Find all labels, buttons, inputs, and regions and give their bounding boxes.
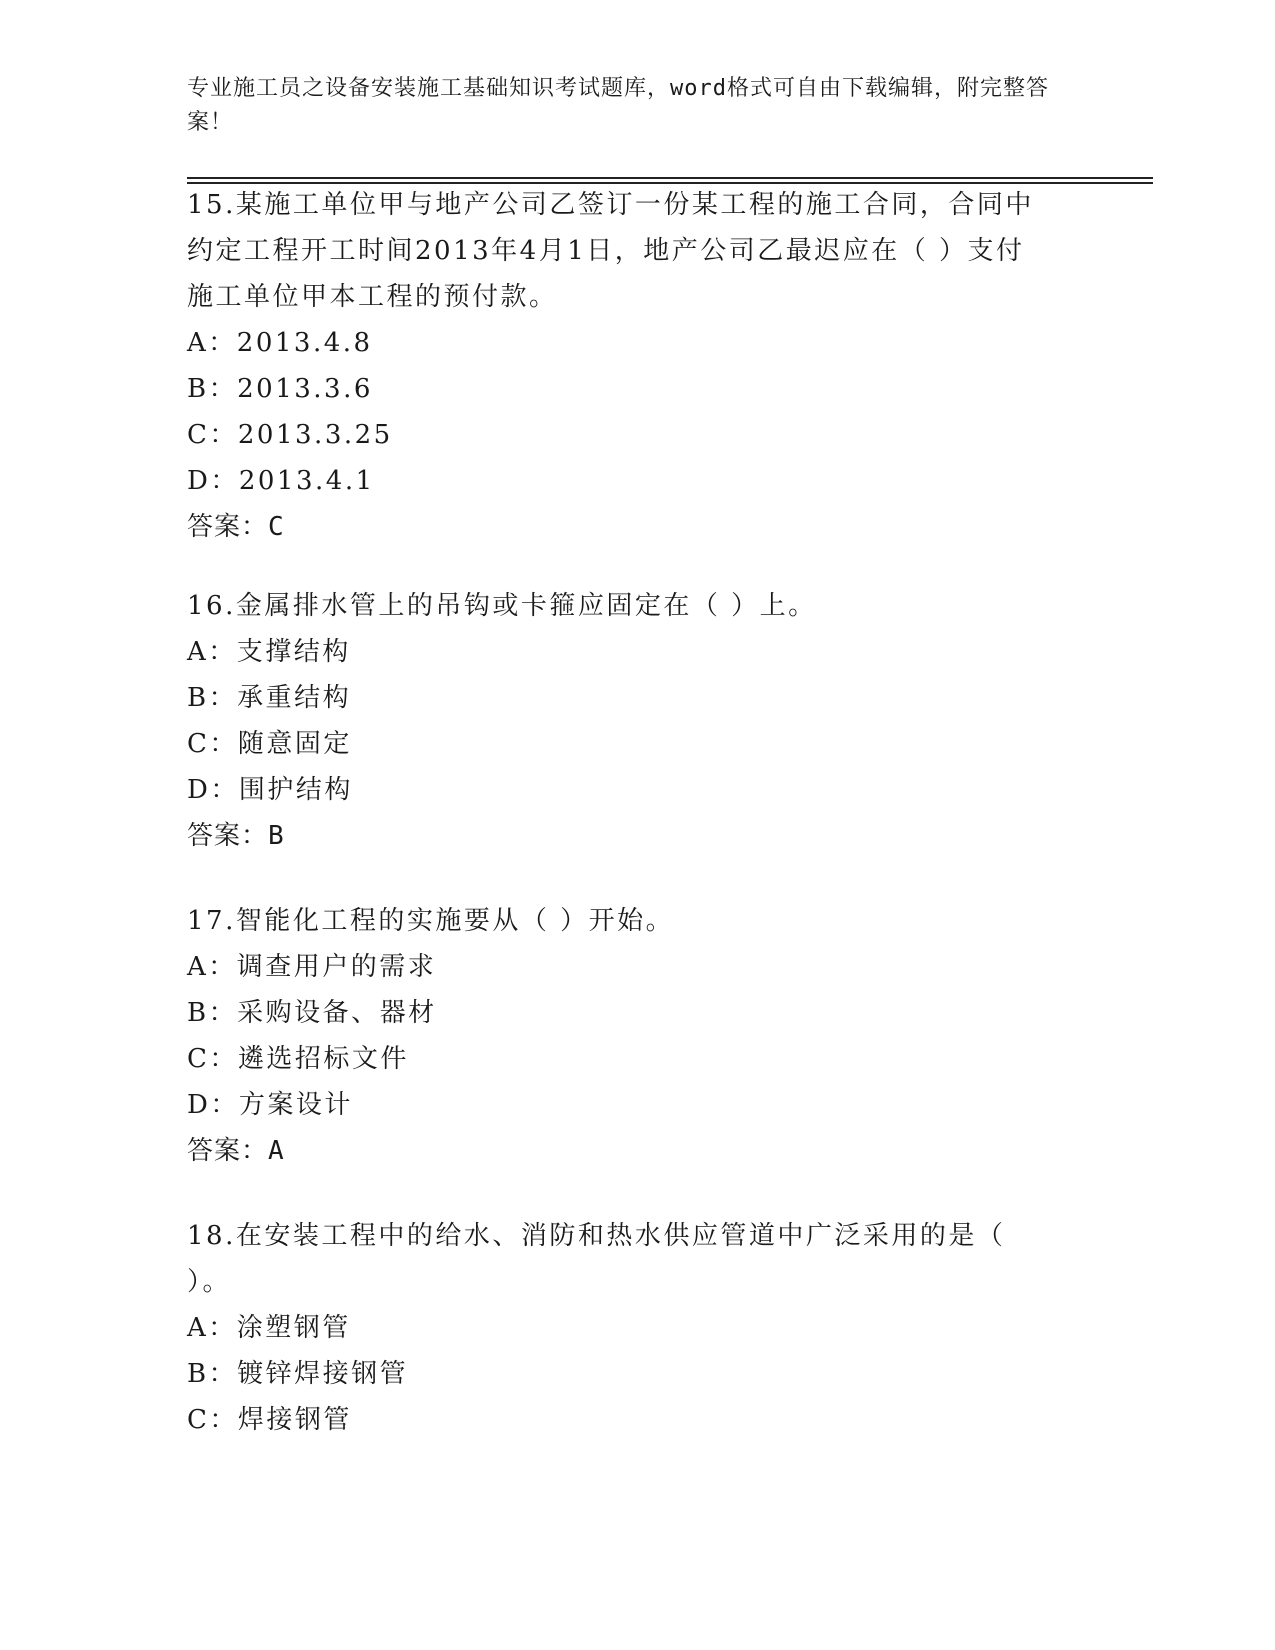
option-c: C：2013.3.25 xyxy=(187,420,393,450)
header-divider-top xyxy=(187,177,1153,179)
option-d: D：围护结构 xyxy=(187,775,353,805)
question-stem: 16.金属排水管上的吊钩或卡箍应固定在（ ）上。 xyxy=(187,591,817,621)
option-a: A：涂塑钢管 xyxy=(187,1313,351,1343)
question-stem: 15.某施工单位甲与地产公司乙签订一份某工程的施工合同，合同中约定工程开工时间2013年4月1日，地产公司乙最迟应在（ ）支付施工单位甲本工程的预付款。 xyxy=(187,190,1034,312)
question-17 xyxy=(187,898,1087,1174)
question-16 xyxy=(187,583,1087,859)
document-header: 专业施工员之设备安装施工基础知识考试题库，word格式可自由下载编辑，附完整答案！ xyxy=(187,76,1049,135)
question-15 xyxy=(187,182,1087,550)
option-c: C：遴选招标文件 xyxy=(187,1044,409,1074)
question-stem: 18.在安装工程中的给水、消防和热水供应管道中广泛采用的是（ ）。 xyxy=(187,1221,1017,1297)
option-a: A：支撑结构 xyxy=(187,637,351,667)
answer: 答案：B xyxy=(187,821,285,851)
option-b: B：2013.3.6 xyxy=(187,374,373,404)
option-c: C：焊接钢管 xyxy=(187,1405,352,1435)
question-18 xyxy=(187,1213,1087,1443)
answer: 答案：C xyxy=(187,512,285,542)
option-b: B：采购设备、器材 xyxy=(187,998,437,1028)
option-d: D：2013.4.1 xyxy=(187,466,375,496)
option-b: B：承重结构 xyxy=(187,683,352,713)
option-a: A：2013.4.8 xyxy=(187,328,373,358)
option-c: C：随意固定 xyxy=(187,729,352,759)
option-b: B：镀锌焊接钢管 xyxy=(187,1359,409,1389)
option-a: A：调查用户的需求 xyxy=(187,952,437,982)
answer: 答案：A xyxy=(187,1136,285,1166)
question-stem: 17.智能化工程的实施要从（ ）开始。 xyxy=(187,906,675,936)
option-d: D：方案设计 xyxy=(187,1090,353,1120)
